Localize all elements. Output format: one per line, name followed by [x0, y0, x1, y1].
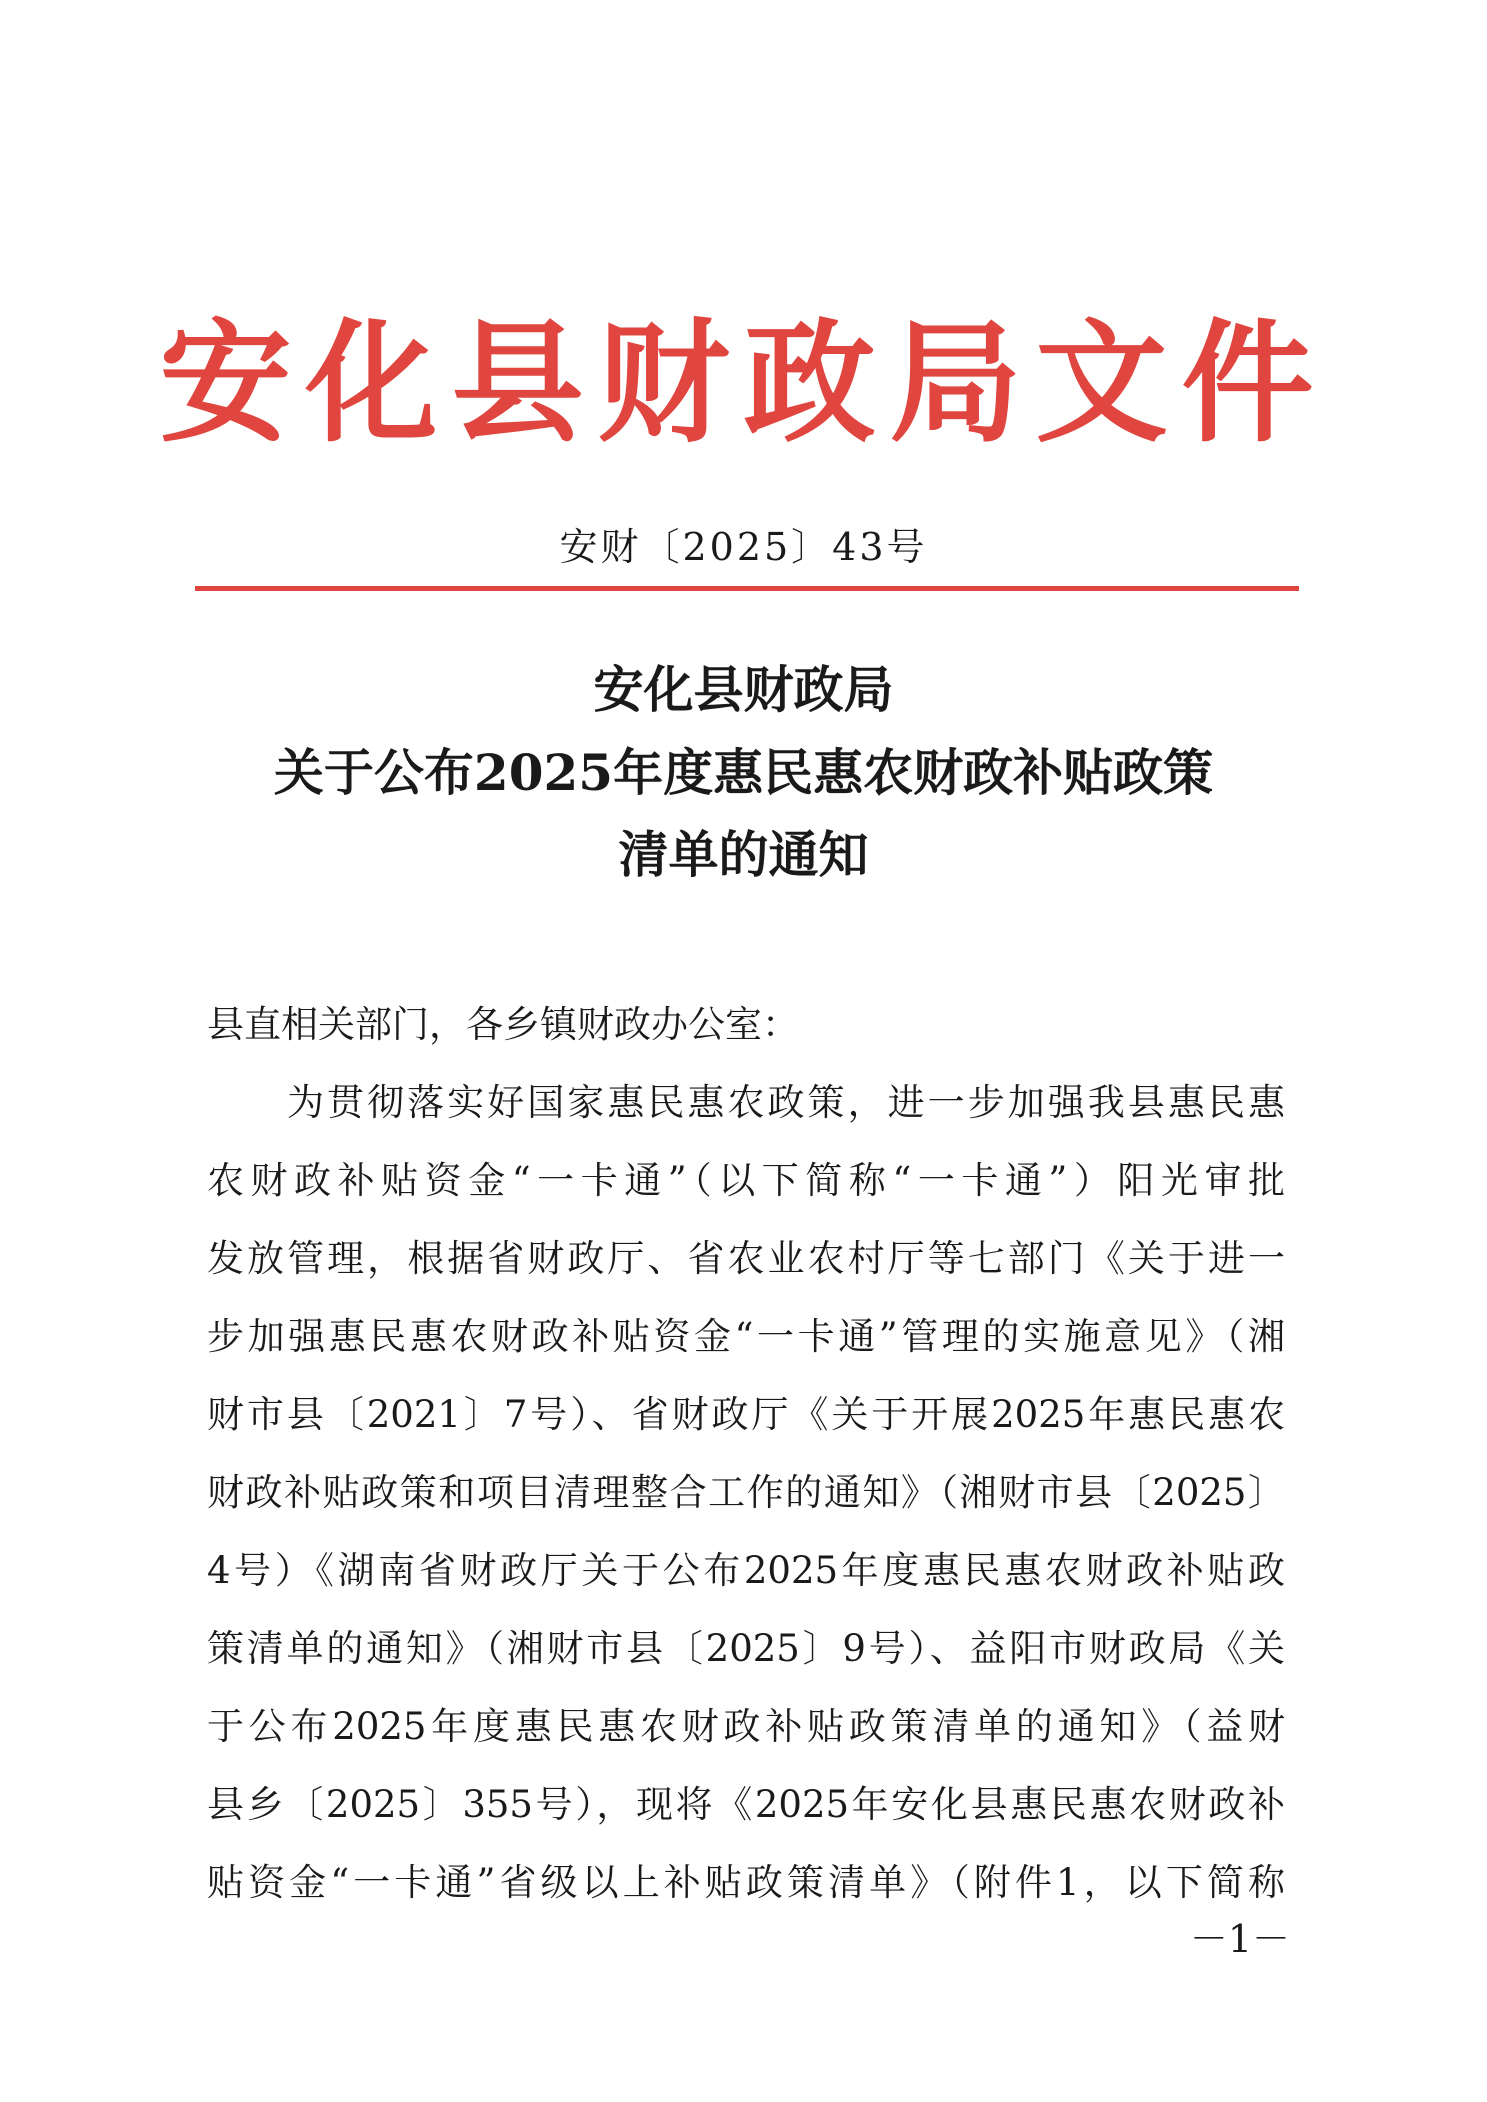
- body-line: 步加强惠民惠农财政补贴资金“一卡通”管理的实施意见》（湘: [207, 1315, 1285, 1358]
- body-line: 于公布2025年度惠民惠农财政补贴政策清单的通知》（益财: [207, 1705, 1285, 1748]
- title-line-3: 清单的通知: [618, 825, 869, 884]
- red-divider-line: [195, 586, 1299, 591]
- body-line: 财政补贴政策和项目清理整合工作的通知》（湘财市县〔2025〕: [207, 1471, 1285, 1514]
- salutation: 县直相关部门，各乡镇财政办公室：: [207, 1003, 799, 1046]
- document-number: 安财〔2025〕43号: [559, 525, 928, 569]
- body-line: 4号）《湖南省财政厅关于公布2025年度惠民惠农财政补贴政: [207, 1549, 1285, 1592]
- title-line-1: 安化县财政局: [593, 660, 894, 719]
- body-line: 为贯彻落实好国家惠民惠农政策，进一步加强我县惠民惠: [287, 1081, 1285, 1124]
- body-line: 发放管理，根据省财政厅、省农业农村厅等七部门《关于进一: [207, 1237, 1285, 1280]
- title-line-2: 关于公布2025年度惠民惠农财政补贴政策: [273, 743, 1214, 802]
- body-line: 县乡〔2025〕355号），现将《2025年安化县惠民惠农财政补: [207, 1783, 1285, 1826]
- body-line: 财市县〔2021〕7号）、省财政厅《关于开展2025年惠民惠农: [207, 1393, 1285, 1436]
- document-masthead: 安化县财政局文件: [159, 307, 1328, 461]
- page-number: －1－: [1189, 1917, 1290, 1961]
- body-line: 策清单的通知》（湘财市县〔2025〕9号）、益阳市财政局《关: [207, 1627, 1285, 1670]
- body-line: 贴资金“一卡通”省级以上补贴政策清单》（附件1，以下简称: [207, 1861, 1285, 1904]
- body-line: 农财政补贴资金“一卡通”（以下简称“一卡通”）阳光审批: [207, 1159, 1285, 1202]
